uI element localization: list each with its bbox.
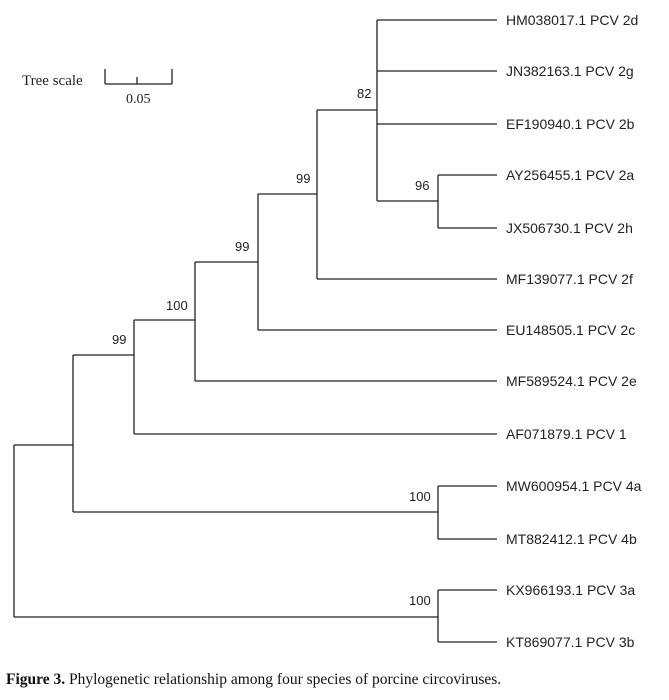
leaf-label: MW600954.1 PCV 4a — [506, 478, 642, 494]
leaf-label: EU148505.1 PCV 2c — [506, 322, 636, 338]
leaf-label: KX966193.1 PCV 3a — [506, 582, 636, 598]
scale-bar-title: Tree scale — [22, 73, 83, 89]
bootstrap-node-pcv2: 100 — [166, 298, 188, 313]
leaf-label: JX506730.1 PCV 2h — [506, 220, 633, 236]
leaf-label: KT869077.1 PCV 3b — [506, 634, 635, 650]
tree-scale-bar — [22, 69, 172, 107]
leaf-label: AF071879.1 PCV 1 — [506, 426, 627, 442]
figure-caption-label: Figure 3. — [6, 671, 66, 688]
leaf-label: MF139077.1 PCV 2f — [506, 271, 633, 287]
leaf-label: JN382163.1 PCV 2g — [506, 63, 634, 79]
bootstrap-node-2f: 99 — [296, 171, 311, 186]
bootstrap-node-pcv3: 100 — [409, 593, 431, 608]
bootstrap-node-2d: 82 — [357, 86, 372, 101]
bootstrap-node-2a: 96 — [415, 178, 430, 193]
bootstrap-node-pcv4: 100 — [409, 489, 431, 504]
tree-branches — [14, 20, 497, 642]
bootstrap-values — [112, 86, 431, 608]
bootstrap-node-2c: 99 — [235, 239, 250, 254]
figure-caption-text: Phylogenetic relationship among four species of porcine circoviruses. — [69, 671, 502, 688]
leaf-label: AY256455.1 PCV 2a — [506, 167, 635, 183]
scale-bar-value: 0.05 — [126, 92, 151, 107]
bootstrap-node-pcv12: 99 — [112, 332, 127, 347]
leaf-label: MT882412.1 PCV 4b — [506, 531, 637, 547]
leaf-label: MF589524.1 PCV 2e — [506, 373, 637, 389]
leaf-label: HM038017.1 PCV 2d — [506, 12, 639, 28]
figure-caption — [6, 671, 666, 689]
leaf-labels — [506, 12, 642, 650]
leaf-label: EF190940.1 PCV 2b — [506, 116, 635, 132]
